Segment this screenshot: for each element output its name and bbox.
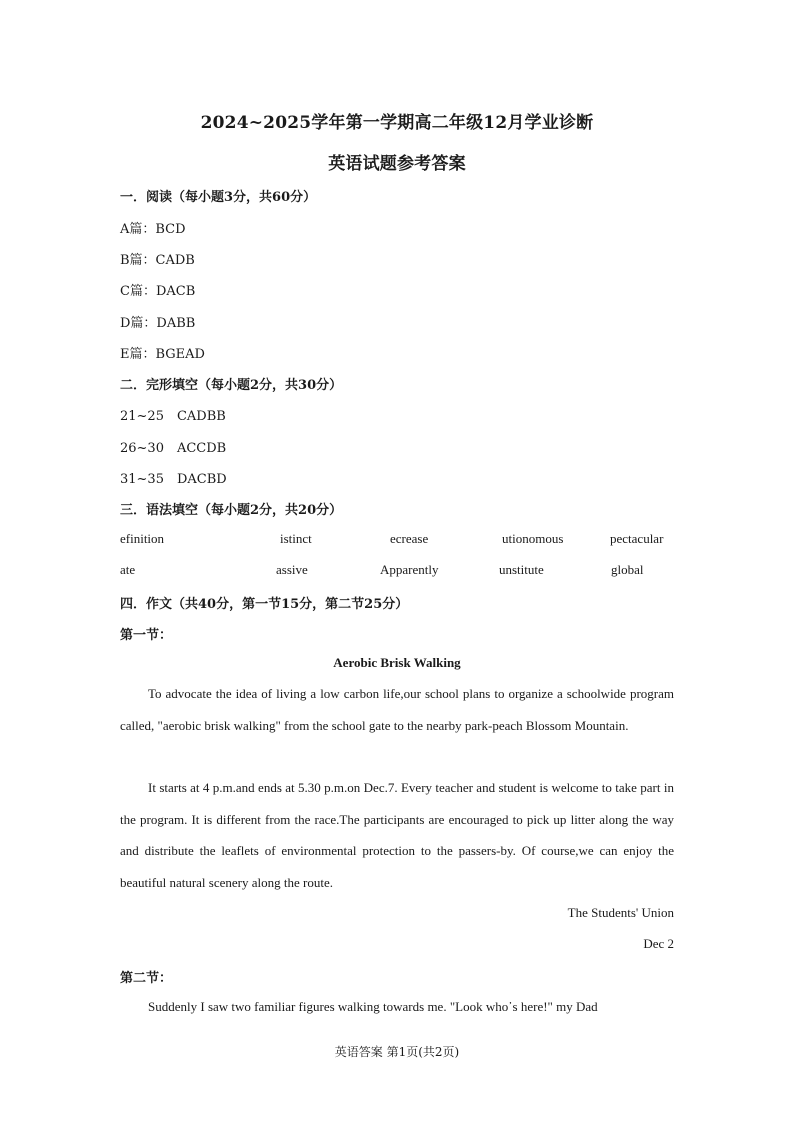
grammar-answers-row-1 <box>120 531 680 551</box>
answer-line: A篇：BCD <box>120 222 186 237</box>
grammar-answer: efinition <box>120 531 165 546</box>
grammar-answer: istinct <box>280 531 312 546</box>
page-title: 2024~2025学年第一学期高二年级12月学业诊断 <box>200 113 594 133</box>
section4-heading: 四．作文（共40分，第一节15分，第二节25分） <box>120 597 409 612</box>
essay-date: Dec 2 <box>643 936 674 951</box>
answer-line: D篇：DABB <box>120 316 196 331</box>
essay-paragraph: To advocate the idea of living a low carbon life,our school plans to organize a schoolwide program called, "aerobic brisk walking" from the school gate to the nearby park-peach Blossom Mountain. <box>120 686 674 733</box>
answer-line: 26~30 ACCDB <box>120 441 227 456</box>
grammar-answer: Apparently <box>380 562 439 577</box>
answer-line: E篇：BGEAD <box>120 347 205 362</box>
part2-label: 第二节： <box>120 971 173 986</box>
answer-line: C篇：DACB <box>120 284 196 299</box>
page-subtitle: 英语试题参考答案 <box>328 154 466 174</box>
grammar-answer: ecrease <box>390 531 429 546</box>
grammar-answer: assive <box>276 562 308 577</box>
grammar-answer: utionomous <box>502 531 564 546</box>
answer-line: 21~25 CADBB <box>120 409 226 424</box>
grammar-answer: ate <box>120 562 136 577</box>
section2-heading: 二．完形填空（每小题2分，共30分） <box>120 378 343 393</box>
grammar-answers-row-2 <box>120 562 680 582</box>
grammar-answer: unstitute <box>499 562 544 577</box>
essay-signature: The Students' Union <box>567 905 674 920</box>
grammar-answer: global <box>611 562 644 577</box>
essay-paragraph: It starts at 4 p.m.and ends at 5.30 p.m.on Dec.7. Every teacher and student is welcome to take part in the program. It is different from the race.The participants are encouraged to pick up litter along the way and distribute the leaflets of environmental protection to the passers-by. Of course,we can enjoy the beautiful natural scenery along the route. <box>120 780 674 890</box>
grammar-answer: pectacular <box>610 531 664 546</box>
part1-label: 第一节： <box>120 628 173 643</box>
essay-title: Aerobic Brisk Walking <box>333 655 461 670</box>
essay-paragraph: Suddenly I saw two familiar figures walking towards me. "Look who᾽s here!" my Dad <box>148 999 598 1014</box>
page-footer: 英语答案 第1页(共2页) <box>334 1045 460 1059</box>
answer-line: B篇：CADB <box>120 253 195 268</box>
answer-line: 31~35 DACBD <box>120 472 227 487</box>
section1-heading: 一．阅读（每小题3分，共60分） <box>120 190 317 205</box>
section3-heading: 三．语法填空（每小题2分，共20分） <box>120 503 343 518</box>
